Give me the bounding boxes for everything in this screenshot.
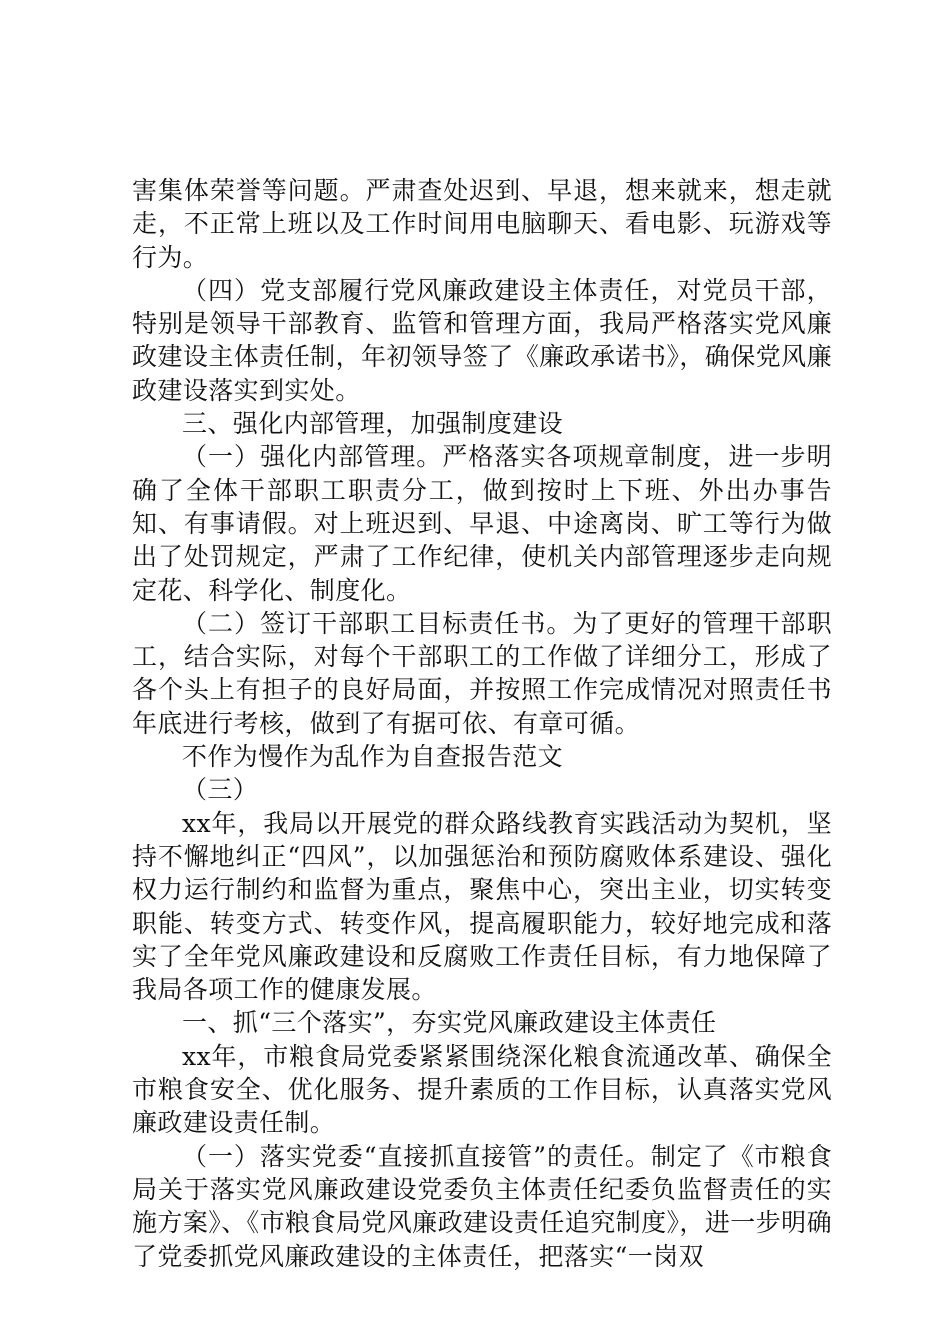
report-title: 不作为慢作为乱作为自查报告范文 bbox=[182, 742, 564, 772]
paragraph-strengthen-internal-management: （一）强化内部管理。严格落实各项规章制度，进一步明确了全体干部职工职责分工，做到按时上下班、外出办事告知、有事请假。对上班迟到、早退、中途离岗、旷工等行为做出了处罚规定，严肃了工作纪律，使机关内部管理逐步走向规定花、科学化、制度化。 bbox=[132, 442, 832, 605]
section-heading-three-implementations: 一、抓“三个落实”，夯实党风廉政建设主体责任 bbox=[182, 1008, 717, 1038]
paragraph-annual-summary: xx年，我局以开展党的群众路线教育实践活动为契机，坚持不懈地纠正“四风”，以加强惩治和预防腐败体系建设、强化权力运行制约和监督为重点，聚焦中心，突出主业，切实转变职能、转变方式、转变作风，提高履职能力，较好地完成和落实了全年党风廉政建设和反腐败工作责任目标，有力地保障了我局各项工作的健康发展。 bbox=[132, 808, 832, 1005]
report-number: （三） bbox=[182, 775, 259, 805]
paragraph-continued: 害集体荣誉等问题。严肃查处迟到、早退，想来就来，想走就走，不正常上班以及工作时间用电脑聊天、看电影、玩游戏等行为。 bbox=[132, 176, 832, 272]
paragraph-party-committee-responsibility: （一）落实党委“直接抓直接管”的责任。制定了《市粮食局关于落实党风廉政建设党委负主体责任纪委负监督责任的实施方案》、《市粮食局党风廉政建设责任追究制度》，进一步明确了党委抓党风廉政建设的主体责任，把落实“一岗双 bbox=[132, 1141, 832, 1271]
section-heading-internal-management: 三、强化内部管理，加强制度建设 bbox=[182, 409, 564, 439]
paragraph-party-branch-responsibility: （四）党支部履行党风廉政建设主体责任，对党员干部，特别是领导干部教育、监管和管理方面，我局严格落实党风廉政建设主体责任制，年初领导签了《廉政承诺书》，确保党风廉政建设落实到实处。 bbox=[132, 275, 832, 405]
paragraph-grain-bureau: xx年，市粮食局党委紧紧围绕深化粮食流通改革、确保全市粮食安全、优化服务、提升素质的工作目标，认真落实党风廉政建设责任制。 bbox=[132, 1041, 832, 1138]
document-body bbox=[132, 174, 832, 1273]
paragraph-target-responsibility: （二）签订干部职工目标责任书。为了更好的管理干部职工，结合实际，对每个干部职工的工作做了详细分工，形成了各个头上有担子的良好局面，并按照工作完成情况对照责任书年底进行考核，做到了有据可依、有章可循。 bbox=[132, 608, 832, 738]
